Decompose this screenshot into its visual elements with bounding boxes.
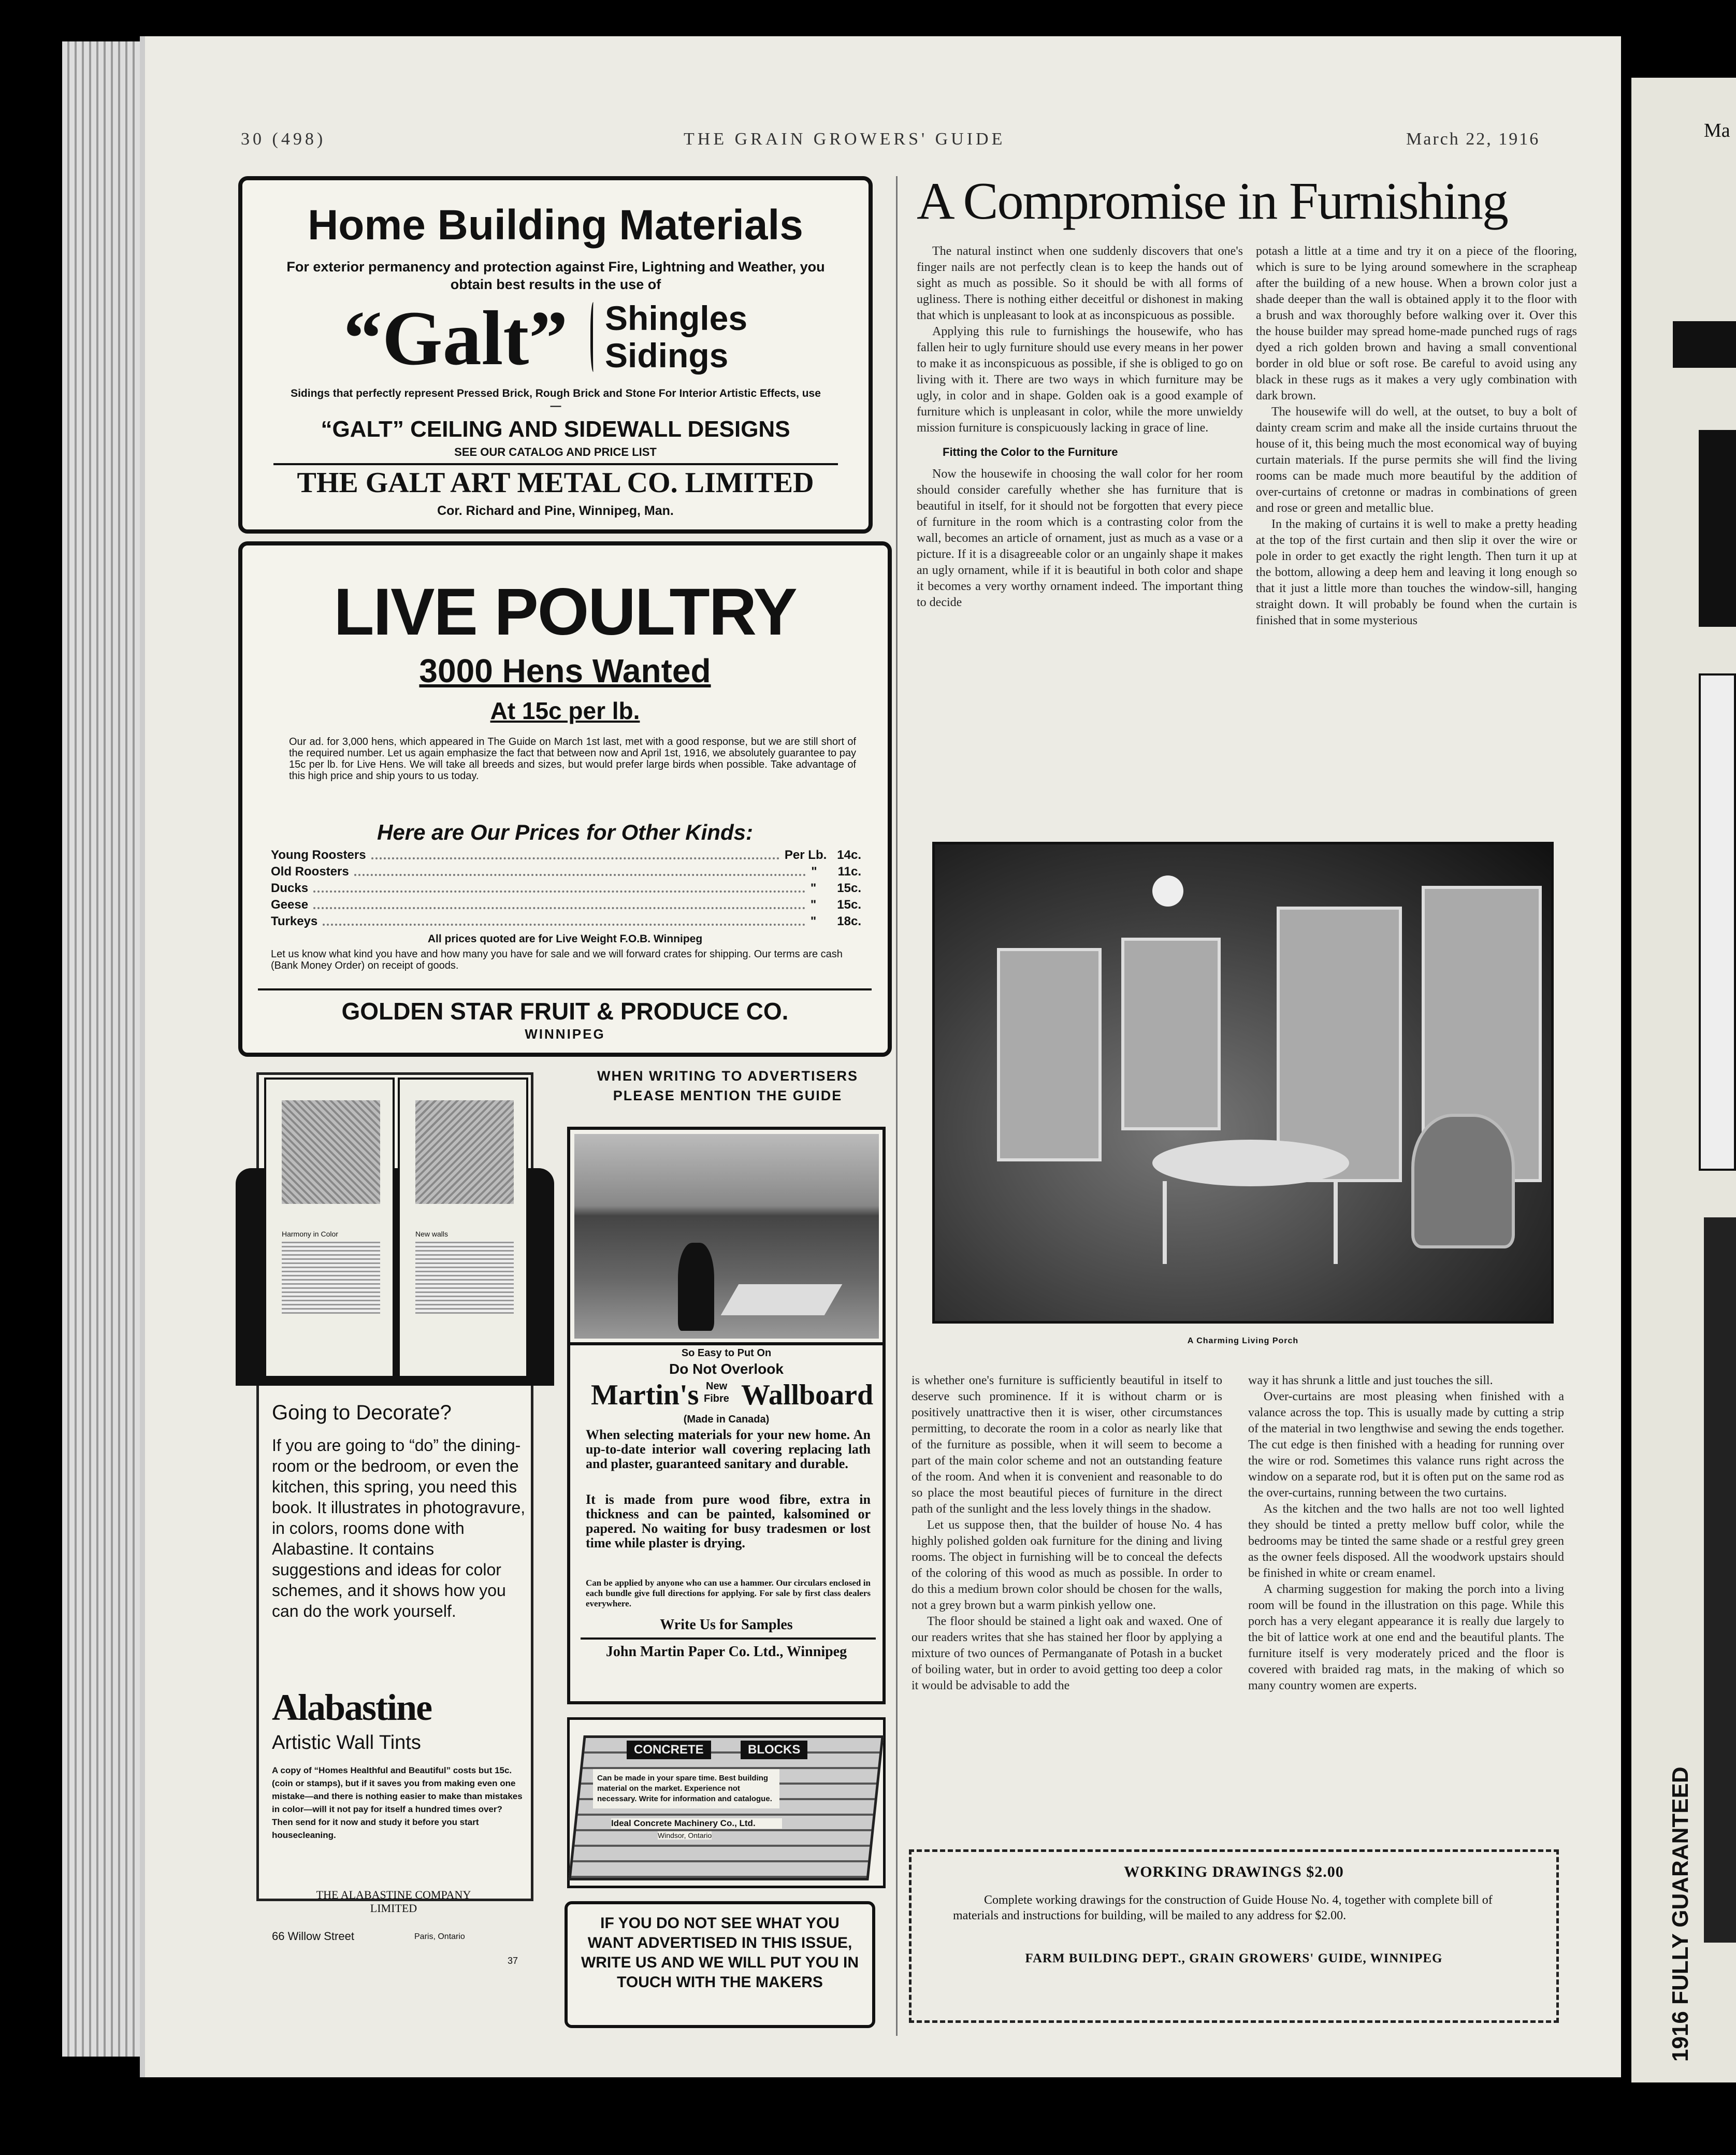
galt-brand: “Galt”: [343, 295, 568, 381]
article-paragraph: The natural instinct when one suddenly discovers that one's finger nails are not perfectly clean is to keep the hands out of sight as much as possible. So it should be with all forms of ugliness. There is nothing either deceitful or dishonest in making that which is unpleasant to look at as inconspicuous as possible.: [917, 245, 1243, 322]
price-kind: Geese: [271, 898, 309, 912]
price-row: [271, 864, 861, 880]
concrete-company: Ideal Concrete Machinery Co., Ltd.: [611, 1818, 782, 1829]
poultry-prices-heading: Here are Our Prices for Other Kinds:: [377, 820, 753, 844]
article-column-3: [912, 1373, 1222, 1694]
price-value: 18c.: [837, 914, 861, 928]
galt-intro: For exterior permanency and protection against Fire, Lightning and Weather, you obtain best results in the use of: [286, 259, 825, 292]
concrete-city: Windsor, Ontario: [658, 1831, 712, 1840]
galt-sidings-text: Sidings that perfectly represent Pressed Brick, Rough Brick and Stone For Interior Artistic Effects, use—: [291, 387, 821, 412]
article-paragraph: is whether one's furniture is sufficiently beautiful in itself to deserve such prominence. If it is without charm or is positively unattractive then it is wiser, other circumstances permitting, to decorate the room in a color as nearly like that of the furniture as possible, when it will seem to become a part of the main color scheme and not an outstanding feature of the room. And when it is convenient and reasonable to do so place the most beautiful pieces of furniture in the direct path of the sunlight and the less lovely things in the shadow.: [912, 1374, 1222, 1516]
poultry-city: WINNIPEG: [525, 1026, 605, 1042]
alabastine-code: 37: [508, 1956, 518, 1966]
alabastine-small-print: A copy of “Homes Healthful and Beautiful” costs but 15c. (coin or stamps), but if it saves you from making even one mistake—and there is nothing easier to make than mistakes in color—will it not pay for itself a hundred times over? Then send for it now and study it before you start housecleaning.: [272, 1765, 523, 1840]
martins-body-1: When selecting materials for your new home. An up-to-date interior wall covering replacing lath and plaster, guaranteed sanitary and durable.: [586, 1427, 871, 1471]
concrete-label-1: CONCRETE: [627, 1741, 711, 1759]
book-text-lines: [415, 1241, 514, 1314]
next-page-header: Ma: [1704, 120, 1730, 141]
martins-kicker-2: Do Not Overlook: [669, 1361, 784, 1377]
alabastine-body: If you are going to “do” the dining-room or the bedroom, or even the kitchen, this spring, you need this book. It illustrates in photogravure, in colors, rooms done with Alabastine. It contains suggestions and ideas for color schemes, and it shows how you can do the work yourself.: [272, 1436, 526, 1620]
porch-table: [1152, 1140, 1349, 1186]
article-paragraph: potash a little at a time and try it on a piece of the flooring, which is sure to be lying around somewhere in the scrapheap after the building of a new house. When a brown color just a shade deeper than the wall is obtained apply it to the floor with a brush and wax thoroughly before walking over it. Over this the house builder may spread home-made punched rugs of rags dyed a rich golden brown and having a small conventional border in old blue or soft rose. Be careful to avoid using any black in these rugs as it makes a very ugly combination with dark brown.: [1256, 245, 1577, 403]
martins-fibre: Fibre: [704, 1393, 729, 1404]
poultry-body: Our ad. for 3,000 hens, which appeared in The Guide on March 1st last, met with a good response, but we are still short of the required number. Let us again emphasize the fact that between now and April 1st, 1916, we absolutely guarantee to pay 15c per lb. for Live Hens. We will take all breeds and sizes, but would prefer large birds when possible. Take advantage of this high price and ship yours to us today.: [289, 736, 856, 782]
porch-window: [1121, 938, 1221, 1130]
room-illustration: [415, 1100, 514, 1204]
room-illustration: [282, 1100, 380, 1204]
price-ditto: ": [810, 898, 817, 912]
price-ditto: ": [810, 914, 817, 928]
price-row: [271, 913, 861, 930]
alabastine-street: 66 Willow Street: [272, 1930, 354, 1943]
wicker-chair: [1411, 1114, 1515, 1248]
mention-guide-notice: WHEN WRITING TO ADVERTISERS PLEASE MENTION THE GUIDE: [597, 1068, 858, 1103]
martins-new: New: [706, 1381, 728, 1392]
article-subhead: Fitting the Color to the Furniture: [943, 446, 1118, 458]
porch-window: [1277, 907, 1402, 1182]
article-paragraph: The floor should be stained a light oak and waxed. One of our readers writes that she has stained her floor by applying a mixture of two ounces of Permanganate of Potash in a bucket of boiling water, but in order to avoid getting too deep a color it would be advisable to add the: [912, 1615, 1222, 1692]
galt-product-shingles: Shingles: [605, 299, 748, 337]
page-number: 30 (498): [241, 130, 326, 149]
martins-kicker-1: So Easy to Put On: [681, 1347, 772, 1359]
alabastine-company: THE ALABASTINE COMPANY LIMITED: [316, 1888, 471, 1915]
price-value: 15c.: [837, 898, 861, 912]
price-ditto: ": [811, 865, 817, 879]
book-left-page: [264, 1078, 395, 1378]
table-leg: [1163, 1181, 1167, 1264]
next-page-ink-block: [1673, 321, 1736, 368]
price-unit: Per Lb.: [784, 848, 827, 862]
price-kind: Old Roosters: [271, 865, 349, 879]
next-page-rifle-image: [1704, 1217, 1736, 1943]
galt-designs: “GALT” CEILING AND SIDEWALL DESIGNS: [321, 416, 790, 442]
poultry-price: At 15c per lb.: [490, 697, 640, 724]
working-drawings-title: WORKING DRAWINGS $2.00: [1124, 1863, 1344, 1880]
article-column-4: [1248, 1373, 1564, 1694]
publication-title: THE GRAIN GROWERS' GUIDE: [684, 130, 1006, 149]
article-paragraph: way it has shrunk a little and just touches the sill.: [1248, 1374, 1493, 1387]
poultry-divider: [258, 988, 872, 990]
column-rule: [896, 176, 898, 2036]
photo-caption: A Charming Living Porch: [1187, 1337, 1299, 1345]
price-row: [271, 897, 861, 913]
article-column-2: [1256, 243, 1577, 629]
next-page-banner: 1916 FULLY GUARANTEED: [1668, 1766, 1693, 2062]
book-page-2-title: New walls: [415, 1230, 449, 1238]
write-us-notice: IF YOU DO NOT SEE WHAT YOU WANT ADVERTISED IN THIS ISSUE, WRITE US AND WE WILL PUT YOU IN TOUCH WITH THE MAKERS: [565, 1901, 875, 2028]
concrete-ad: [567, 1717, 886, 1888]
worker-figure: [678, 1243, 714, 1331]
article-paragraph: Now the housewife in choosing the wall color for her room should consider carefully whether she has furniture that is beautiful in itself, for it should not be forgotten that every piece of furniture in the room which is a contrasting color from the wall, becomes an article of ornament, just as much as a vase or a picture. If it is a disagreeable color or an ungainly shape it makes an ugly ornament, while if it is beautiful in both color and shape it becomes a very worthy ornament indeed. The important thing to decide: [917, 467, 1243, 609]
concrete-label-2: BLOCKS: [741, 1741, 807, 1759]
poultry-price-list: [271, 847, 861, 930]
alabastine-city: Paris, Ontario: [414, 1932, 465, 1941]
concrete-body: Can be made in your spare time. Best building material on the market. Experience not necessary. Write for information and catalogue.: [593, 1769, 779, 1808]
working-drawings-dept: FARM BUILDING DEPT., GRAIN GROWERS' GUIDE, WINNIPEG: [1025, 1951, 1443, 1965]
article-paragraph: In the making of curtains it is well to make a pretty heading at the top of the first curtain and then slip it over the wire or pole in order to get exactly the right length. Then turn it up at the bottom, allowing a deep hem and leaving it long enough so that it just a little more than touches the window-sill, hanging straight down. It will probably be found when the curtain is finished that in some mysterious: [1256, 518, 1577, 627]
page-edges: [62, 41, 145, 2057]
article-title: A Compromise in Furnishing: [917, 172, 1508, 231]
alabastine-ad: [256, 1072, 533, 1966]
martins-small: Can be applied by anyone who can use a hammer. Our circulars enclosed in each bundle give full directions for applying. For sale by first class dealers everywhere.: [586, 1578, 871, 1608]
porch-window: [997, 948, 1102, 1161]
galt-divider: [273, 463, 838, 465]
price-kind: Ducks: [271, 881, 309, 895]
poultry-terms: Let us know what kind you have and how many you have for sale and we will forward crates for shipping. Our terms are cash (Bank Money Order) on receipt of goods.: [271, 949, 843, 971]
galt-catalog: SEE OUR CATALOG AND PRICE LIST: [454, 446, 657, 458]
table-leg: [1334, 1181, 1338, 1264]
price-value: 14c.: [837, 848, 861, 862]
galt-brace: [590, 302, 598, 372]
alabastine-tagline: Artistic Wall Tints: [272, 1732, 421, 1754]
book-right-page: [398, 1078, 528, 1378]
next-page-ink-bar: [1699, 430, 1736, 627]
article-paragraph: Let us suppose then, that the builder of house No. 4 has highly polished golden oak furniture for the dining and living rooms. The object in furnishing will be to conceal the defects of the coloring of this wood as much as possible. In order to do this a medium brown color should be chosen for the walls, not a grey brown but a warm pinkish yellow one.: [912, 1518, 1222, 1612]
article-paragraph: A charming suggestion for making the porch into a living room will be found in the illustration on this page. While this porch has a very elegant appearance it is really due largely to the bit of lattice work at one end and the beautiful plants. The furniture itself is very moderately priced and the floor is covered with braided rag mats, in the making of which so many country women are experts.: [1248, 1583, 1564, 1692]
price-kind: Turkeys: [271, 914, 318, 928]
next-page-strip: [1631, 78, 1736, 2082]
price-row: [271, 847, 861, 864]
price-value: 11c.: [837, 865, 861, 879]
book-page-1-title: Harmony in Color: [282, 1230, 338, 1238]
poultry-fob: All prices quoted are for Live Weight F.O.B. Winnipeg: [427, 933, 703, 945]
article-paragraph: Applying this rule to furnishings the housewife, who has fallen heir to ugly furniture should use every means in her power to make it as inconspicuous as possible, if she is obliged to go on living with it. There are two ways in which furniture may be ugly, in color and in shape. Golden oak is a good example of furniture which is unpleasant in color, while the more unwieldy mission furniture is conspicuously lacking in grace of line.: [917, 325, 1243, 435]
poultry-title: LIVE POULTRY: [334, 575, 797, 649]
martins-ad: [567, 1127, 886, 1704]
martins-product: Wallboard: [741, 1379, 874, 1411]
poultry-ad: [238, 541, 892, 1057]
galt-title: Home Building Materials: [308, 202, 803, 249]
price-row: [271, 880, 861, 897]
price-value: 15c.: [837, 881, 861, 895]
working-drawings-body: Complete working drawings for the construction of Guide House No. 4, together with complete bill of materials and instructions for building, will be mailed to any address for $2.00.: [953, 1893, 1493, 1922]
article-paragraph: As the kitchen and the two halls are not too well lighted they should be tinted a pretty mellow buff color, while the bedrooms may be tinted the same shade or a restful grey green as the owner feels disposed. All the woodwork upstairs should be finished in white or cream enamel.: [1248, 1502, 1564, 1580]
alabastine-heading: Going to Decorate?: [272, 1401, 452, 1424]
price-ditto: ": [810, 881, 817, 895]
article-column-1: [917, 243, 1243, 611]
working-drawings-box: [909, 1849, 1559, 2023]
galt-ad: [238, 176, 873, 534]
wallboard-sheet: [721, 1284, 843, 1315]
poultry-company: GOLDEN STAR FRUIT & PRODUCE CO.: [341, 998, 789, 1025]
next-page-ad-box: [1699, 673, 1736, 1171]
galt-company: THE GALT ART METAL CO. LIMITED: [297, 467, 814, 499]
porch-photo: [932, 842, 1554, 1324]
issue-date: March 22, 1916: [1406, 130, 1540, 149]
porch-lamp: [1152, 875, 1183, 907]
poultry-subtitle: 3000 Hens Wanted: [419, 652, 711, 689]
article-paragraph: Over-curtains are most pleasing when finished with a valance across the top. This is usually made by cutting a strip of the material in two lengthwise and sewing the ends together. The cut edge is then finished with a heading for running over the wire or rod. Sometimes this valance runs right across the window on a separate rod, but it is often put on the same rod as the over-curtains, running between the two curtains.: [1248, 1390, 1564, 1500]
wallboard-illustration: [574, 1134, 879, 1339]
martins-made-in: (Made in Canada): [683, 1414, 770, 1425]
martins-brand: Martin's: [591, 1379, 699, 1411]
martins-company: John Martin Paper Co. Ltd., Winnipeg: [605, 1644, 847, 1660]
alabastine-brand: Alabastine: [272, 1687, 432, 1728]
galt-address: Cor. Richard and Pine, Winnipeg, Man.: [437, 504, 674, 518]
article-paragraph: The housewife will do well, at the outset, to buy a bolt of dainty cream scrim and make all the inside curtains thruout the house of it, this being much the most economical way of buying curtain materials. If the purse permits she will find the living rooms can be made much more beautiful by the addition of over-curtains of cretonne or madras in combinations of green and rose or green and metallic blue.: [1256, 405, 1577, 515]
martins-samples: Write Us for Samples: [660, 1617, 793, 1633]
galt-product-sidings: Sidings: [605, 336, 729, 375]
book-text-lines: [282, 1241, 380, 1314]
price-kind: Young Roosters: [271, 848, 366, 862]
martins-body-2: It is made from pure wood fibre, extra in thickness and can be painted, kalsomined or papered. No waiting for busy tradesmen or lost time while plaster is drying.: [586, 1492, 871, 1550]
